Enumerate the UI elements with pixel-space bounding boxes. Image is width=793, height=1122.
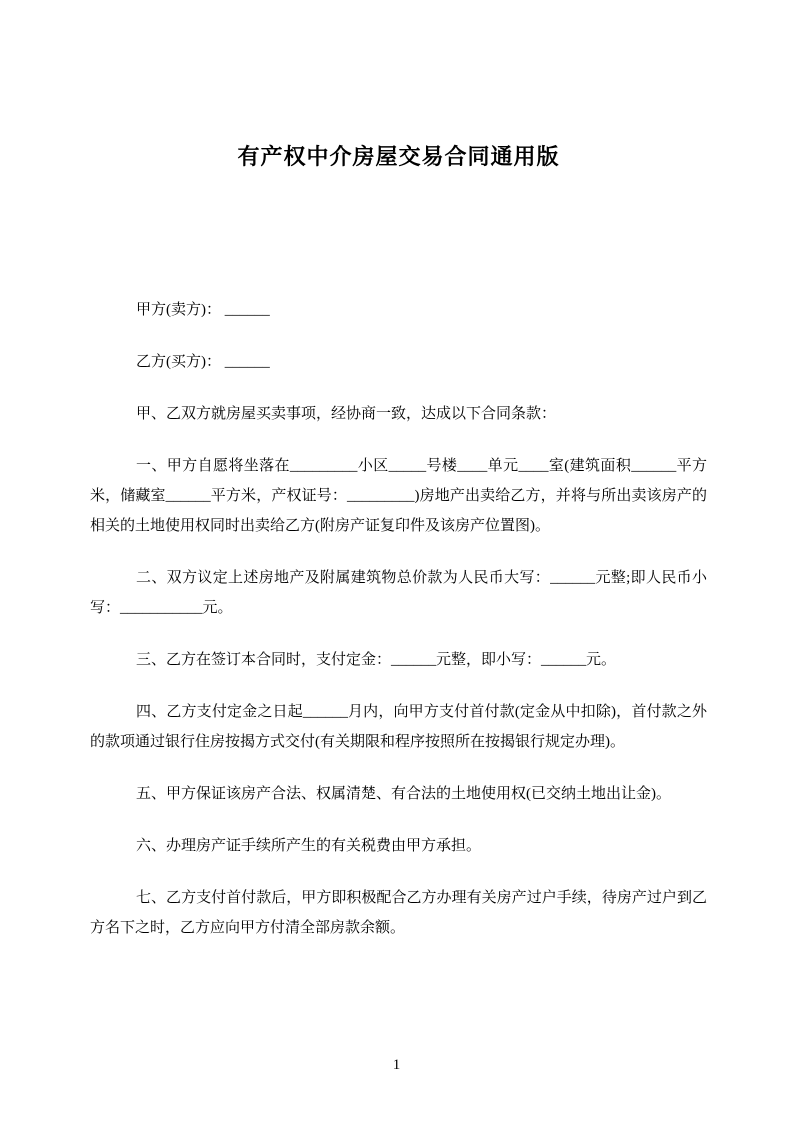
clause-4-down-payment: 四、乙方支付定金之日起______月内，向甲方支付首付款(定金从中扣除)，首付款之外的款项通过银行住房按揭方式交付(有关期限和程序按照所在按揭银行规定办理)。 (90, 704, 707, 750)
clause-5-legality-guarantee: 五、甲方保证该房产合法、权属清楚、有合法的土地使用权(已交纳土地出让金)。 (136, 786, 671, 802)
document-title: 有产权中介房屋交易合同通用版 (237, 144, 560, 169)
paragraph-party-b-buyer: 乙方(买方)： ______ (136, 354, 270, 370)
page-number: 1 (392, 1057, 401, 1073)
document-body (90, 295, 707, 943)
clause-2-total-price: 二、双方议定上述房地产及附属建筑物总价款为人民币大写：______元整;即人民币小写：___________元。 (90, 570, 707, 616)
paragraph-party-a-seller: 甲方(卖方)： ______ (136, 302, 270, 318)
clause-1-property-description: 一、甲方自愿将坐落在_________小区_____号楼____单元____室(建筑面积______平方米，储藏室______平方米，产权证号：_________)房地产出卖给乙方，并将与所出卖该房产的相关的土地使用权同时出卖给乙方(附房产证复印件及该房产位置图)。 (90, 458, 707, 534)
clause-6-taxes-fees: 六、办理房产证手续所产生的有关税费由甲方承担。 (136, 838, 482, 854)
clause-7-transfer-procedure: 七、乙方支付首付款后，甲方即积极配合乙方办理有关房产过户手续，待房产过户到乙方名下之时，乙方应向甲方付清全部房款余额。 (90, 890, 707, 936)
paragraph-intro: 甲、乙双方就房屋买卖事项，经协商一致，达成以下合同条款： (136, 406, 557, 422)
clause-3-deposit: 三、乙方在签订本合同时，支付定金：______元整，即小写：______元。 (136, 652, 617, 668)
